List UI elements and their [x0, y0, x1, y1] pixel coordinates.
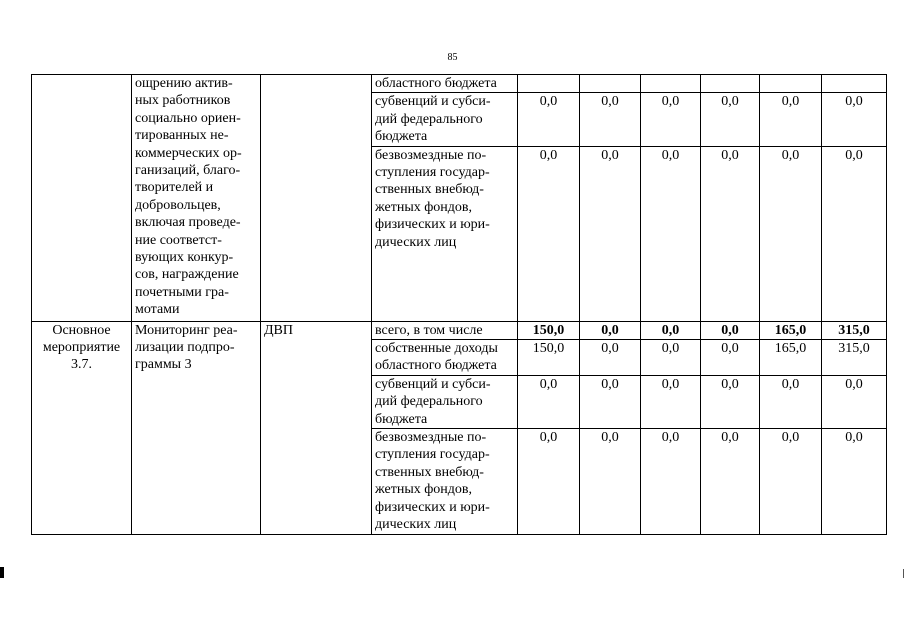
value-cell — [518, 75, 580, 93]
funding-source-cell: всего, в том числе — [372, 321, 518, 339]
value-cell: 0,0 — [580, 321, 641, 339]
value-cell: 0,0 — [641, 146, 701, 321]
value-cell: 0,0 — [822, 93, 887, 146]
value-cell: 0,0 — [760, 375, 822, 428]
value-cell: 165,0 — [760, 321, 822, 339]
value-cell — [580, 75, 641, 93]
value-cell: 0,0 — [701, 321, 760, 339]
value-cell: 0,0 — [580, 340, 641, 376]
value-cell: 165,0 — [760, 340, 822, 376]
value-cell: 0,0 — [518, 93, 580, 146]
value-cell: 0,0 — [641, 340, 701, 376]
value-cell: 0,0 — [701, 146, 760, 321]
value-cell: 0,0 — [701, 375, 760, 428]
value-cell: 0,0 — [822, 429, 887, 534]
funding-source-cell: областного бюджета — [372, 75, 518, 93]
page-number: 85 — [447, 52, 458, 63]
value-cell: 0,0 — [518, 375, 580, 428]
value-cell: 0,0 — [822, 375, 887, 428]
status-cell: Основное мероприятие 3.7. — [32, 321, 132, 534]
value-cell: 0,0 — [641, 321, 701, 339]
value-cell — [701, 75, 760, 93]
value-cell — [822, 75, 887, 93]
value-cell: 0,0 — [701, 340, 760, 376]
value-cell: 315,0 — [822, 340, 887, 376]
scan-mark — [0, 567, 4, 578]
measure-description-cell: ощрению актив- ных работников социально ориен- тированных не- коммерческих ор- ганизаций, благо- творителей и добровольцев, включая проведе- ние соответст- вующих конкур- сов, награждение почетными гра- мотами — [132, 75, 261, 322]
value-cell: 0,0 — [701, 429, 760, 534]
value-cell: 0,0 — [518, 429, 580, 534]
value-cell: 0,0 — [760, 429, 822, 534]
value-cell: 0,0 — [580, 375, 641, 428]
value-cell — [641, 75, 701, 93]
value-cell: 0,0 — [580, 93, 641, 146]
value-cell — [760, 75, 822, 93]
executor-cell: ДВП — [261, 321, 372, 534]
measure-name-cell: Мониторинг реа- лизации подпро- граммы 3 — [132, 321, 261, 534]
value-cell: 0,0 — [760, 146, 822, 321]
funding-source-cell: субвенций и субси- дий федерального бюджета — [372, 375, 518, 428]
value-cell: 0,0 — [822, 146, 887, 321]
value-cell: 0,0 — [641, 429, 701, 534]
scan-mark — [903, 569, 904, 578]
value-cell: 0,0 — [580, 429, 641, 534]
value-cell: 0,0 — [701, 93, 760, 146]
table-row — [32, 75, 887, 93]
budget-table — [31, 74, 887, 535]
value-cell: 150,0 — [518, 321, 580, 339]
value-cell: 0,0 — [580, 146, 641, 321]
table-row — [32, 321, 887, 339]
funding-source-cell: субвенций и субси- дий федерального бюджета — [372, 93, 518, 146]
funding-source-cell: безвозмездные по- ступления государ- ственных внебюд- жетных фондов, физических и юри- дических лиц — [372, 429, 518, 534]
value-cell: 0,0 — [641, 375, 701, 428]
funding-source-cell: безвозмездные по- ступления государ- ственных внебюд- жетных фондов, физических и юри- дических лиц — [372, 146, 518, 321]
value-cell: 0,0 — [641, 93, 701, 146]
value-cell: 0,0 — [760, 93, 822, 146]
status-cell — [32, 75, 132, 322]
funding-source-cell: собственные доходы областного бюджета — [372, 340, 518, 376]
value-cell: 0,0 — [518, 146, 580, 321]
executor-cell — [261, 75, 372, 322]
value-cell: 150,0 — [518, 340, 580, 376]
value-cell: 315,0 — [822, 321, 887, 339]
